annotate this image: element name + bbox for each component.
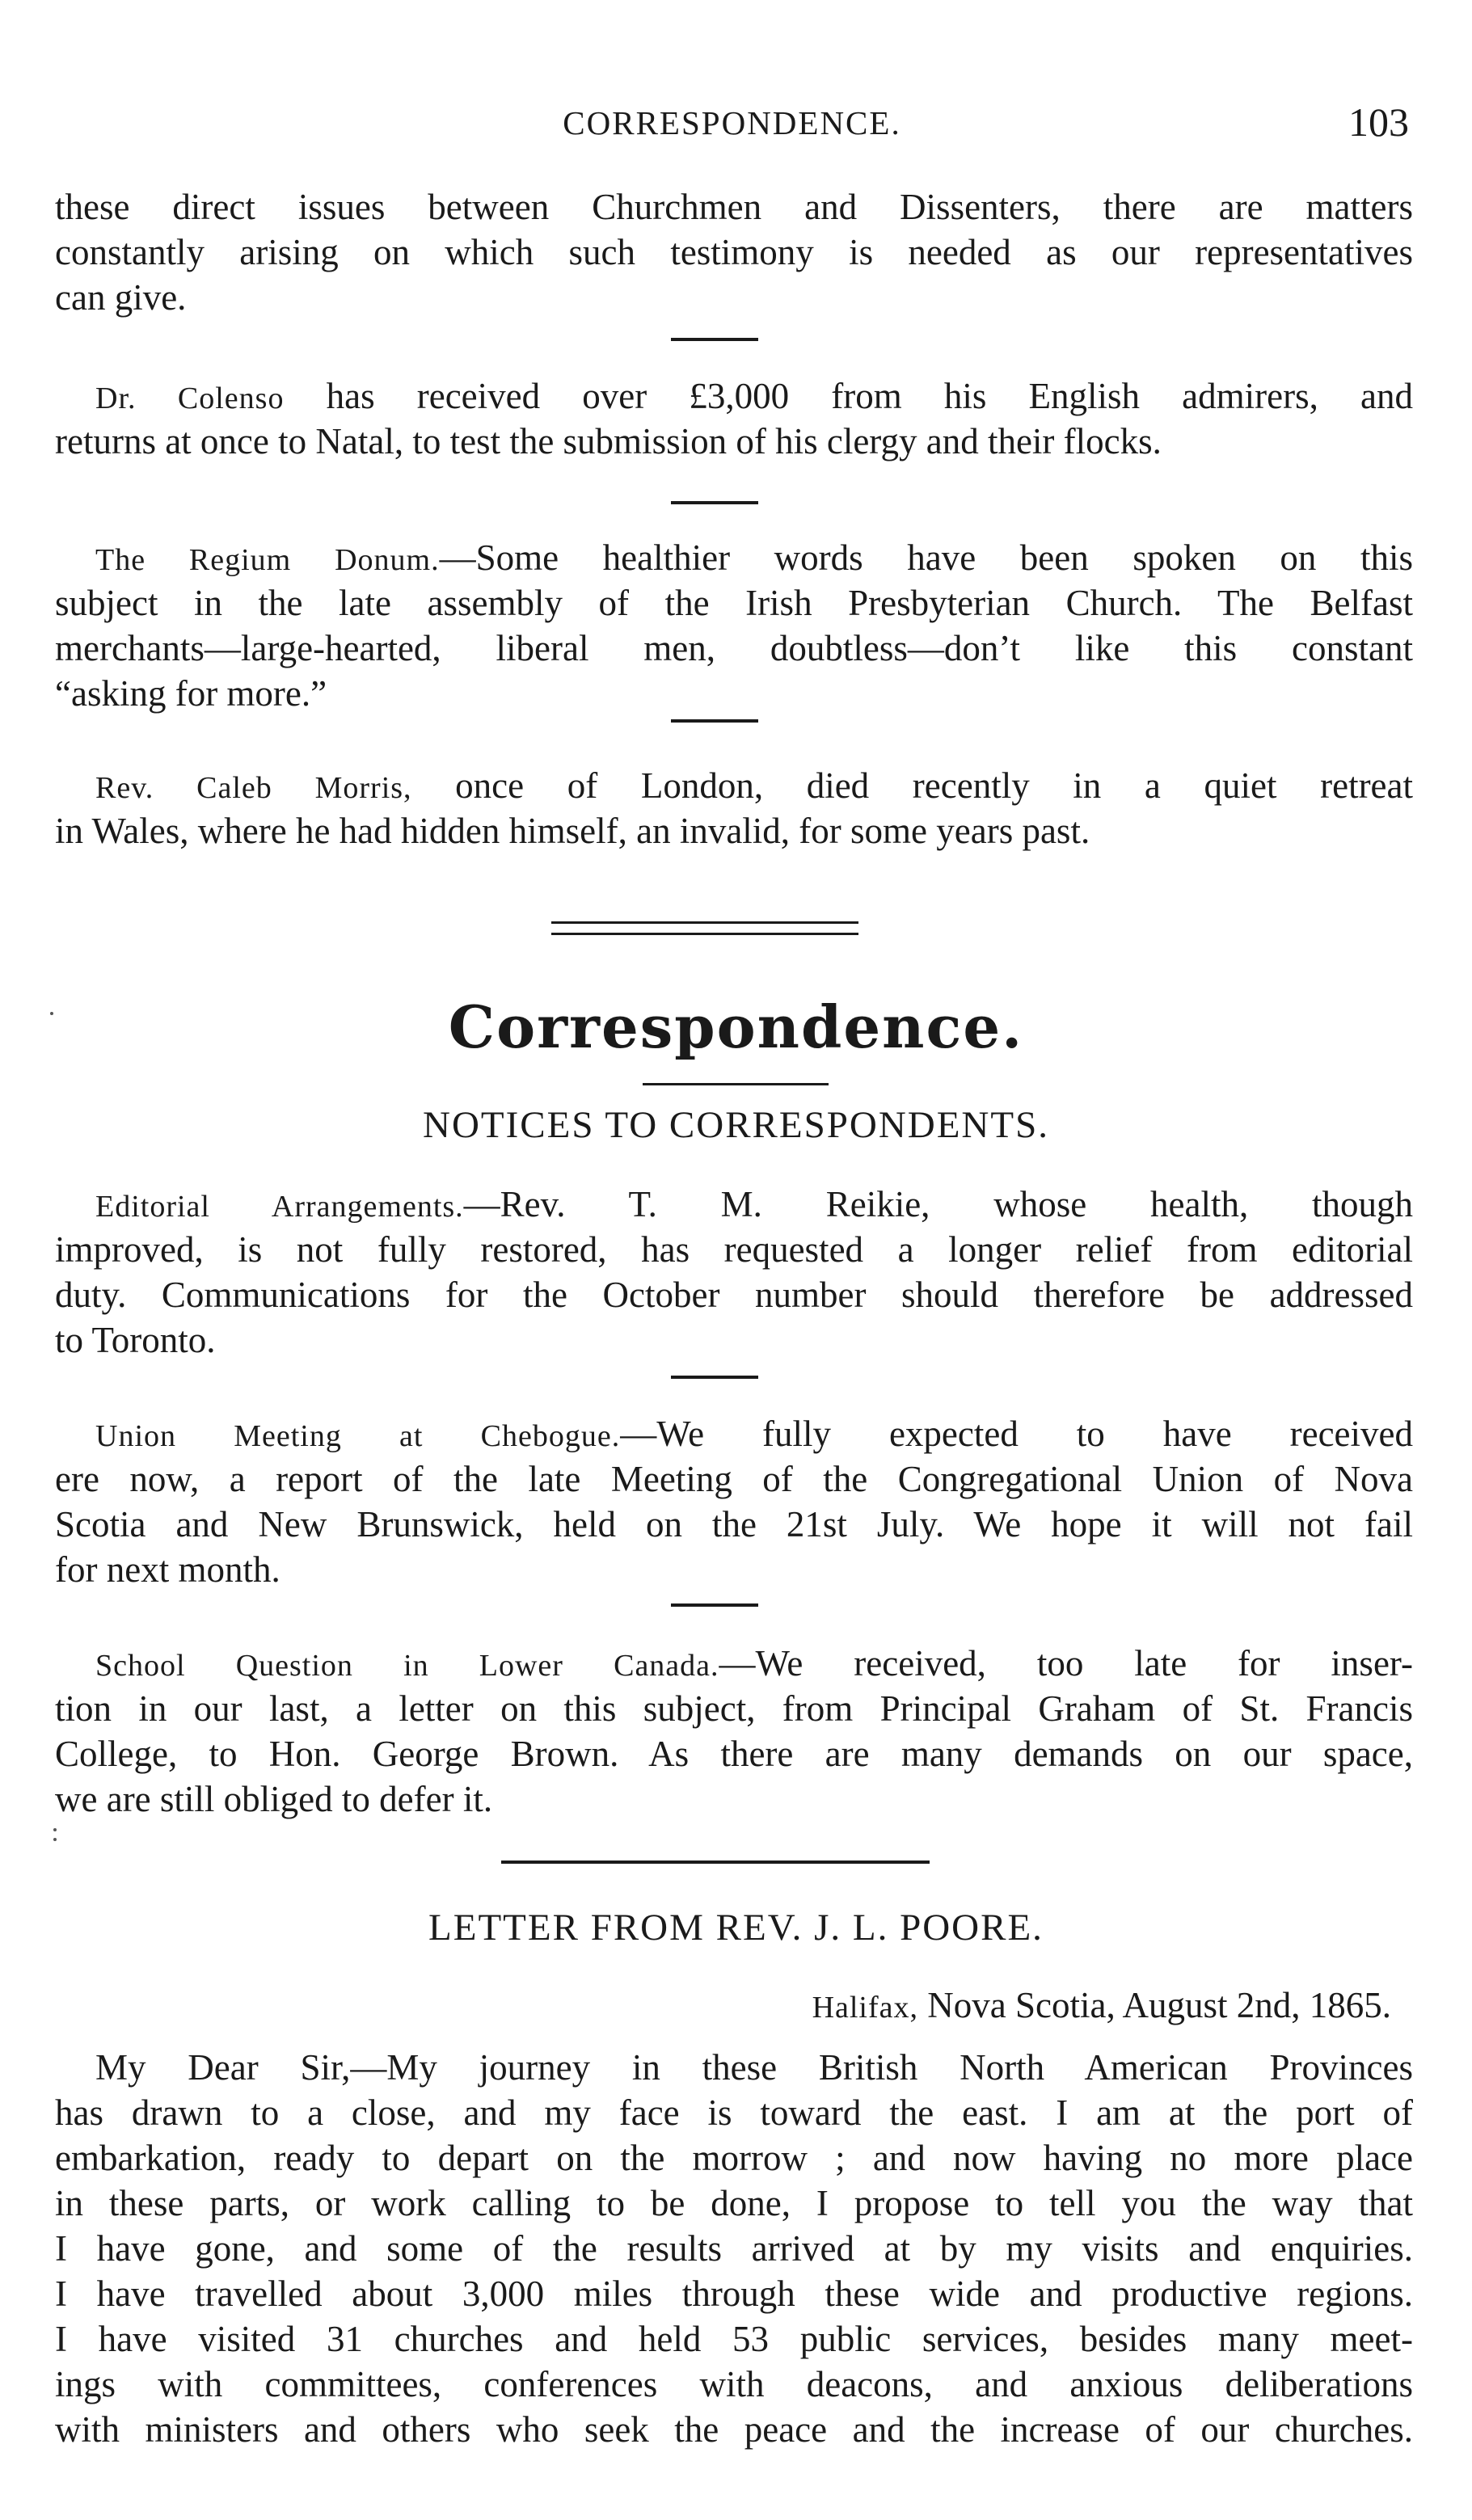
notice-union-meeting [55,1411,1413,1592]
letter-dateline [812,1984,1391,2026]
text-run: has received over £3,000 from his English admirers, and [284,376,1413,416]
running-title: CORRESPONDENCE. [563,104,901,141]
text-line: Scotia and New Brunswick, held on the 21st July. We hope it will not fail [55,1504,1413,1544]
text-line: to Toronto. [55,1320,216,1360]
text-run: —We fully expected to have received [620,1414,1413,1454]
text-line [55,373,1413,419]
text-run: —We received, too late for inser- [719,1643,1413,1684]
paragraph-colenso [55,373,1413,464]
text-line: can give. [55,277,187,318]
text-run: My Dear Sir,—My journey in these British North American Provinces [95,2047,1413,2088]
text-line: improved, is not fully restored, has requested a longer relief from editorial [55,1229,1413,1270]
text-line [55,2045,1413,2090]
double-rule-bottom [551,933,858,935]
text-line [55,1182,1413,1227]
paragraph-churchmen-dissenters [55,184,1413,320]
text-line: ings with committees, conferences with deacons, and anxious deliberations [55,2364,1413,2404]
text-line [55,763,1413,808]
text-line: in these parts, or work calling to be done, I propose to tell you the way that [55,2183,1413,2223]
lead-in: School Question in Lower Canada. [95,1649,719,1683]
lead-in: The Regium Donum. [95,543,440,577]
text-line: has drawn to a close, and my face is toward the east. I am at the port of [55,2092,1413,2133]
section-heading: Correspondence. [448,992,1024,1061]
notice-editorial-arrangements [55,1182,1413,1363]
text-line: I have visited 31 churches and held 53 public services, besides many meet- [55,2319,1413,2359]
separator-rule [671,1603,758,1607]
text-line: constantly arising on which such testimony is needed as our representatives [55,232,1413,272]
text-line: embarkation, ready to depart on the morrow ; and now having no more place [55,2138,1413,2178]
separator-rule [671,338,758,341]
text-line: I have gone, and some of the results arrived at by my visits and enquiries. [55,2228,1413,2269]
text-line [55,1641,1413,1686]
text-line: for next month. [55,1549,280,1590]
running-head [55,95,1409,152]
section-divider-rule [501,1861,930,1864]
text-line: returns at once to Natal, to test the submission of his clergy and their flocks. [55,421,1162,461]
lead-in: Union Meeting at Chebogue. [95,1419,621,1453]
separator-rule [671,719,758,723]
paragraph-regium-donum [55,535,1413,716]
text-line: subject in the late assembly of the Irish Presbyterian Church. The Belfast [55,583,1413,623]
dateline-rest: Nova Scotia, August 2nd, 1865. [918,1985,1391,2025]
double-rule-top [551,921,858,924]
lead-in: Dr. Colenso [95,381,285,415]
text-line: College, to Hon. George Brown. As there are many demands on our space, [55,1734,1413,1774]
text-line [55,535,1413,580]
heading-rule [643,1083,829,1085]
text-run: once of London, died recently in a quiet retreat [411,765,1413,806]
page-number: 103 [1348,99,1409,145]
text-line: tion in our last, a letter on this subject, from Principal Graham of St. Francis [55,1688,1413,1729]
text-line: these direct issues between Churchmen and Dissenters, there are matters [55,187,1413,227]
separator-rule [671,1376,758,1379]
text-line: I have travelled about 3,000 miles through these wide and productive regions. [55,2273,1413,2314]
text-line: duty. Communications for the October number should therefore be addressed [55,1275,1413,1315]
lead-in: Rev. Caleb Morris, [95,771,412,805]
text-line: with ministers and others who seek the peace and the increase of our churches. [55,2409,1413,2450]
separator-rule [671,501,758,504]
lead-in: Editorial Arrangements. [95,1190,464,1224]
text-run: —Rev. T. M. Reikie, whose health, though [463,1184,1413,1224]
text-line: ere now, a report of the late Meeting of the Congregational Union of Nova [55,1459,1413,1499]
text-line: we are still obliged to defer it. [55,1779,493,1819]
text-line [55,1411,1413,1456]
text-run: —Some healthier words have been spoken on this [439,537,1413,578]
notices-heading: NOTICES TO CORRESPONDENTS. [423,1104,1049,1146]
text-line: “asking for more.” [55,673,327,714]
letter-body [55,2045,1413,2452]
scan-speck [53,1838,57,1841]
text-line: merchants—large-hearted, liberal men, doubtless—don’t like this constant [55,628,1413,668]
paragraph-caleb-morris [55,763,1413,853]
text-line: in Wales, where he had hidden himself, an invalid, for some years past. [55,811,1090,851]
scan-speck [53,1828,57,1831]
letter-heading: LETTER FROM REV. J. L. POORE. [428,1907,1044,1949]
dateline-place: Halifax, [812,1991,919,2025]
notice-school-question [55,1641,1413,1822]
scan-speck [50,1012,53,1015]
